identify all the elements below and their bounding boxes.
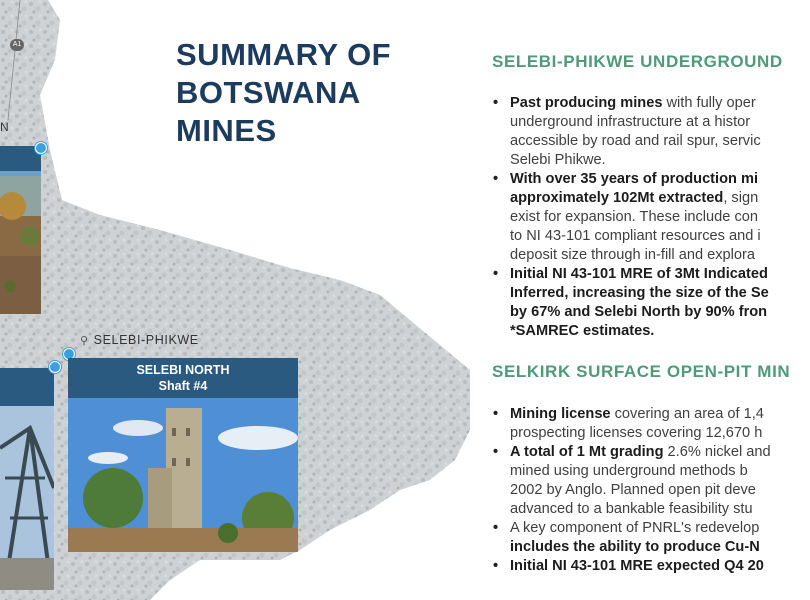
bullet-line: underground infrastructure at a histor <box>510 114 751 130</box>
bullet-line: prospecting licenses covering 12,670 h <box>510 425 763 441</box>
selebi-phikwe-label <box>80 333 199 347</box>
bullet-line: exist for expansion. These include con <box>510 209 758 225</box>
bullet-line: Inferred, increasing the size of the Se <box>510 285 769 301</box>
bullet-bold: Past producing mines <box>510 95 663 111</box>
bullet-line: deposit size through in-fill and explora <box>510 247 755 263</box>
bullet-item <box>492 94 810 170</box>
bullet-text: covering an area of 1,4 <box>610 406 764 422</box>
card-subtitle: Shaft #4 <box>158 379 208 393</box>
selkirk-bullet-list <box>492 405 810 576</box>
bullet-item <box>492 405 810 443</box>
title-line-2: BOTSWANA <box>176 75 361 110</box>
partial-photo-top <box>0 146 41 314</box>
selebi-bullet-list <box>492 94 810 341</box>
bullet-line: by 67% and Selebi North by 90% fron <box>510 304 768 320</box>
selebi-north-card <box>68 358 298 552</box>
location-pin-icon: ⚲ <box>80 335 89 347</box>
bullet-line: advanced to a bankable feasibility stu <box>510 501 753 517</box>
page-title <box>176 36 436 150</box>
bullet-line: *SAMREC estimates. <box>510 323 655 339</box>
bullet-line: 2002 by Anglo. Planned open pit deve <box>510 482 756 498</box>
bullet-text: • A key component of PNRL's redevelop <box>510 520 760 536</box>
card-title: SELEBI NORTH <box>136 363 230 377</box>
bullet-bold: Mining license <box>510 406 611 422</box>
section-heading-selkirk: SELKIRK SURFACE OPEN-PIT MIN <box>492 362 791 381</box>
shaft-photo <box>68 398 298 552</box>
bullet-item <box>492 519 810 557</box>
bullet-bold: A total of 1 Mt grading <box>510 444 664 460</box>
bullet-line: accessible by road and rail spur, servic <box>510 133 761 149</box>
rocky-hill-photo <box>0 146 41 314</box>
bullet-item <box>492 557 810 576</box>
bullet-item <box>492 443 810 519</box>
bullet-item <box>492 170 810 265</box>
map-marker-top <box>35 142 47 154</box>
partial-photo-bottom <box>0 368 54 590</box>
bullet-line: includes the ability to produce Cu-N <box>510 539 760 555</box>
bullet-line: Selebi Phikwe. <box>510 152 606 168</box>
road-badge: A1 <box>10 39 24 51</box>
map-edge-label: N <box>0 120 9 134</box>
bullet-bold-cont: approximately 102Mt extracted <box>510 190 724 206</box>
bullet-bold: • Initial NI 43-101 MRE expected Q4 20 <box>510 558 764 574</box>
title-line-1: SUMMARY OF <box>176 37 392 72</box>
bullet-text: with fully oper <box>662 95 756 111</box>
headframe-photo <box>0 368 54 590</box>
bullet-item <box>492 265 810 341</box>
title-line-3: MINES <box>176 113 277 148</box>
bullet-bold: • With over 35 years of production mi <box>510 171 759 187</box>
map-marker-bottom <box>49 361 61 373</box>
bullet-line: to NI 43-101 compliant resources and i <box>510 228 761 244</box>
bullet-bold: • Initial NI 43-101 MRE of 3Mt Indicated <box>510 266 768 282</box>
bullet-line: mined using underground methods b <box>510 463 748 479</box>
place-label-text: SELEBI-PHIKWE <box>93 333 199 347</box>
bullet-text: , sign <box>723 190 759 206</box>
section-heading-selebi: SELEBI-PHIKWE UNDERGROUND <box>492 52 783 71</box>
card-header <box>68 358 298 398</box>
bullet-text: 2.6% nickel and <box>663 444 771 460</box>
